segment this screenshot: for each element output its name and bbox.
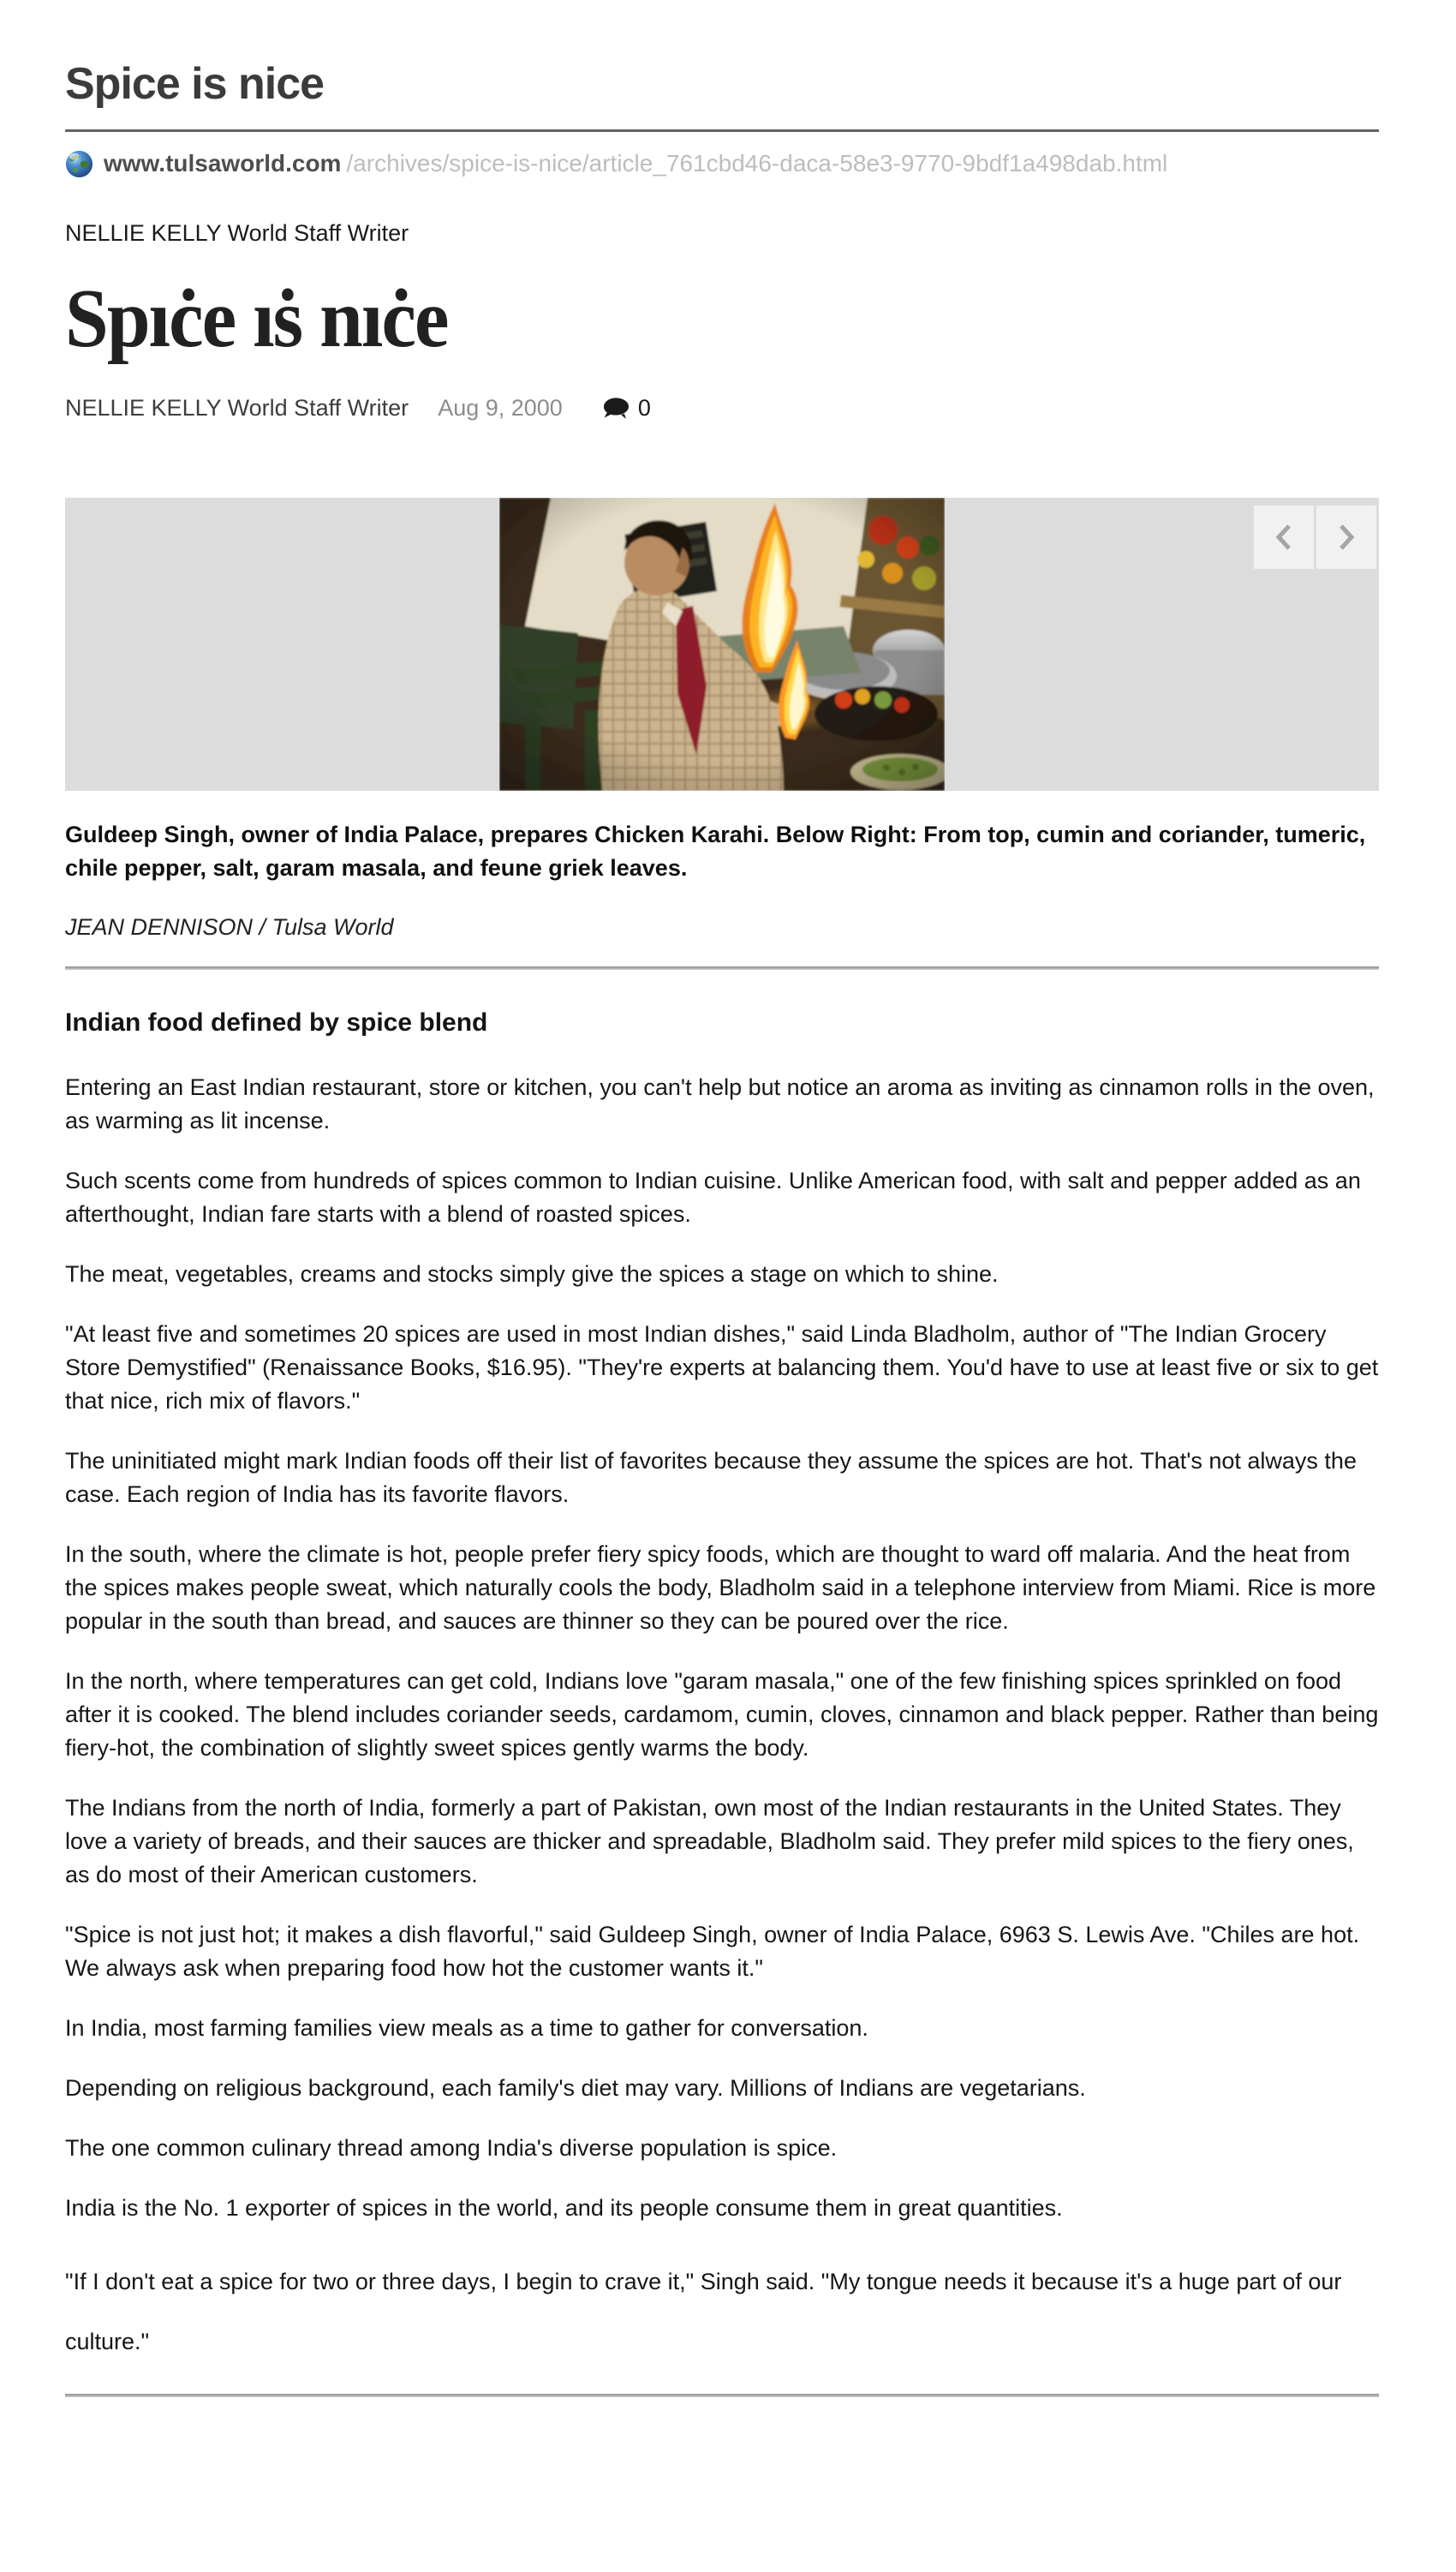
source-url-link[interactable] (65, 147, 1379, 180)
byline-top: NELLIE KELLY World Staff Writer (65, 220, 409, 247)
paragraph: In the north, where temperatures can get cold, Indians love "garam masala," one of the few finishing spices sprinkled on food after it is cooked. The blend includes coriander seeds, cardamom, cumin, cloves, cinnamon and black pepper. Rather than being fiery-hot, the combination of slightly sweet spices gently warms the body. (65, 1668, 1379, 1762)
byline-row (65, 393, 1379, 422)
url-domain: www.tulsaworld.com (104, 150, 342, 177)
paragraph: The one common culinary thread among India's diverse population is spice. (65, 2135, 838, 2162)
paragraph: In the south, where the climate is hot, people prefer fiery spicy foods, which are thought to ward off malaria. And the heat from the spices makes people sweat, which naturally cools the body, Bladholm said in a telephone interview from Miami. Rice is more popular in the south than bread, and sauces are thinner so they can be poured over the rice. (65, 1541, 1376, 1635)
photo-caption: Guldeep Singh, owner of India Palace, prepares Chicken Karahi. Below Right: From top, cumin and coriander, tumeric, chile pepper, salt, garam masala, and feune griek leaves. (65, 822, 1366, 882)
carousel-next-button[interactable] (1316, 505, 1376, 569)
article-photo[interactable] (499, 498, 945, 791)
publish-date: Aug 9, 2000 (438, 395, 563, 422)
paragraph: "At least five and sometimes 20 spices are used in most Indian dishes," said Linda Bladholm, author of "The Indian Grocery Store Demystified" (Renaissance Books, $16.95). "They're experts at balancing them. You'd have to use at least five or six to get that nice, rich mix of flavors." (65, 1321, 1379, 1415)
section-divider (65, 966, 1379, 970)
chevron-left-icon (1273, 522, 1295, 553)
paragraph: Depending on religious background, each family's diet may vary. Millions of Indians are vegetarians. (65, 2075, 1086, 2102)
kitchen-photo-illustration (499, 498, 945, 791)
article-headline: Spıċe ıṡ nıċe (65, 272, 448, 365)
paragraph: The meat, vegetables, creams and stocks simply give the spices a stage on which to shine. (65, 1261, 999, 1288)
article-body (65, 1071, 1379, 2372)
paragraph: The Indians from the north of India, formerly a part of Pakistan, own most of the Indian restaurants in the United States. They love a variety of breads, and their sauces are thicker and spreadable, Bladholm said. They prefer mild spices to the fiery ones, as do most of their American customers. (65, 1795, 1354, 1888)
page-title: Spice is nice (65, 59, 325, 109)
paragraph: "Spice is not just hot; it makes a dish flavorful," said Guldeep Singh, owner of India Palace, 6963 S. Lewis Ave. "Chiles are hot. We always ask when preparing food how hot the customer wants it." (65, 1922, 1360, 1982)
bottom-divider (65, 2394, 1379, 2397)
comments-link[interactable] (600, 393, 651, 422)
comment-bubble-icon (600, 396, 631, 421)
chevron-right-icon (1335, 522, 1358, 553)
title-divider (65, 129, 1379, 132)
author-byline: NELLIE KELLY World Staff Writer (65, 395, 409, 422)
paragraph: Such scents come from hundreds of spices common to Indian cuisine. Unlike American food, with salt and pepper added as an afterthought, Indian fare starts with a blend of roasted spices. (65, 1168, 1361, 1228)
photo-credit: JEAN DENNISON / Tulsa World (65, 914, 394, 941)
photo-carousel (65, 498, 1379, 791)
paragraph: The uninitiated might mark Indian foods off their list of favorites because they assume the spices are hot. That's not always the case. Each region of India has its favorite flavors. (65, 1448, 1357, 1508)
article-subhead: Indian food defined by spice blend (65, 1008, 488, 1038)
carousel-prev-button[interactable] (1254, 505, 1314, 569)
url-path: /archives/spice-is-nice/article_761cbd46-daca-58e3-9770-9bdf1a498dab.html (346, 150, 1168, 177)
paragraph: "If I don't eat a spice for two or three days, I begin to crave it," Singh said. "My tongue needs it because it's a huge part of our culture." (65, 2269, 1342, 2355)
carousel-nav (1251, 505, 1376, 569)
paragraph: Entering an East Indian restaurant, store or kitchen, you can't help but notice an aroma as inviting as cinnamon rolls in the oven, as warming as lit incense. (65, 1074, 1375, 1134)
source-url (104, 150, 1167, 177)
paragraph: In India, most farming families view meals as a time to gather for conversation. (65, 2015, 868, 2042)
globe-icon (65, 150, 93, 178)
paragraph: India is the No. 1 exporter of spices in the world, and its people consume them in great quantities. (65, 2195, 1063, 2222)
article-page (65, 60, 1379, 2397)
comment-count: 0 (637, 395, 651, 422)
